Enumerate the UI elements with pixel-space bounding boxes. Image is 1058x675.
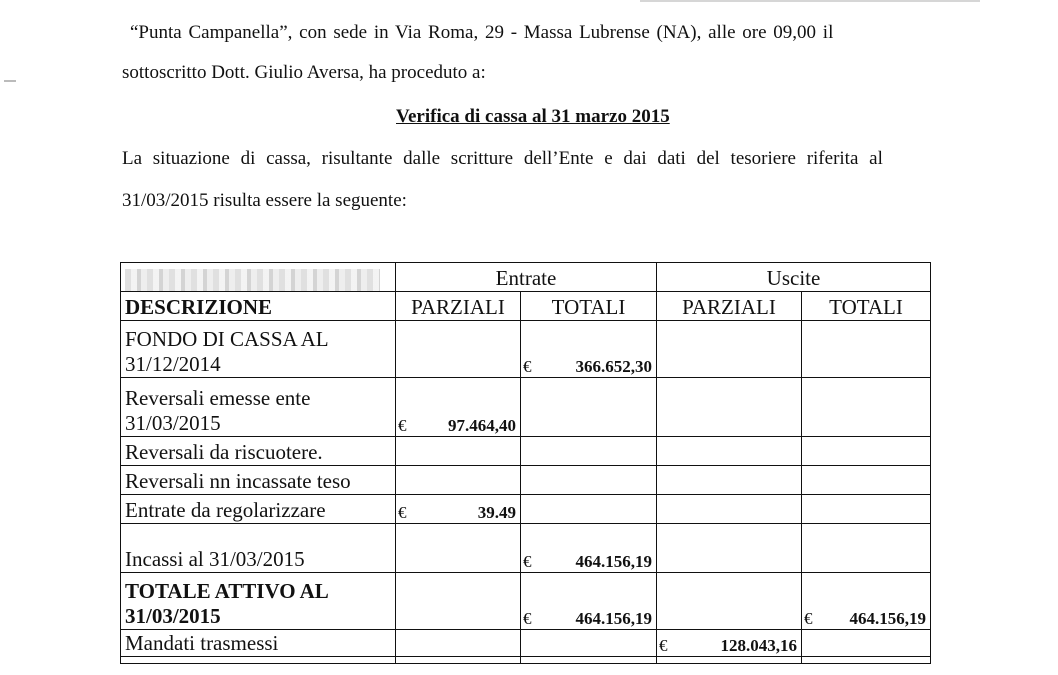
amount-value: 97.464,40 bbox=[448, 416, 516, 435]
table-row bbox=[121, 378, 931, 437]
empty-cell bbox=[121, 657, 396, 664]
row-label: FONDO DI CASSA AL 31/12/2014 bbox=[121, 321, 396, 378]
redacted-header-cell bbox=[121, 263, 396, 292]
euro-sign: € bbox=[523, 609, 532, 628]
empty-cell bbox=[521, 630, 657, 657]
table-row bbox=[121, 495, 931, 524]
table-row bbox=[121, 657, 931, 664]
empty-cell bbox=[802, 321, 931, 378]
empty-cell bbox=[657, 466, 802, 495]
empty-cell bbox=[802, 657, 931, 664]
parziali-entrate-header: PARZIALI bbox=[396, 292, 521, 321]
empty-cell bbox=[396, 573, 521, 630]
row-label: Reversali da riscuotere. bbox=[121, 437, 396, 466]
empty-cell bbox=[521, 466, 657, 495]
table-row bbox=[121, 437, 931, 466]
empty-cell bbox=[396, 466, 521, 495]
paragraph-line: sottoscritto Dott. Giulio Aversa, ha proceduto a: bbox=[122, 62, 486, 83]
empty-cell bbox=[657, 437, 802, 466]
empty-cell bbox=[396, 437, 521, 466]
euro-sign: € bbox=[659, 636, 668, 655]
empty-cell bbox=[657, 524, 802, 573]
empty-cell bbox=[396, 657, 521, 664]
descrizione-header: DESCRIZIONE bbox=[121, 292, 396, 321]
empty-cell bbox=[802, 630, 931, 657]
scan-artifact bbox=[640, 0, 980, 2]
amount-cell bbox=[657, 630, 802, 657]
empty-cell bbox=[802, 466, 931, 495]
amount-value: 464.156,19 bbox=[575, 609, 652, 628]
uscite-header: Uscite bbox=[657, 263, 931, 292]
empty-cell bbox=[521, 495, 657, 524]
empty-cell bbox=[802, 524, 931, 573]
empty-cell bbox=[657, 657, 802, 664]
row-label: Reversali nn incassate teso bbox=[121, 466, 396, 495]
amount-cell bbox=[802, 573, 931, 630]
table-row bbox=[121, 524, 931, 573]
euro-sign: € bbox=[523, 357, 532, 376]
empty-cell bbox=[657, 378, 802, 437]
empty-cell bbox=[657, 495, 802, 524]
empty-cell bbox=[396, 321, 521, 378]
amount-cell bbox=[521, 573, 657, 630]
empty-cell bbox=[396, 630, 521, 657]
cash-table bbox=[120, 262, 931, 664]
table-row bbox=[121, 630, 931, 657]
document-title: Verifica di cassa al 31 marzo 2015 bbox=[396, 106, 670, 127]
redaction-block bbox=[125, 269, 380, 291]
totali-entrate-header: TOTALI bbox=[521, 292, 657, 321]
amount-value: 39.49 bbox=[477, 503, 516, 522]
scan-artifact bbox=[4, 80, 16, 82]
totali-uscite-header: TOTALI bbox=[802, 292, 931, 321]
row-label: Mandati trasmessi bbox=[121, 630, 396, 657]
amount-value: 464.156,19 bbox=[849, 609, 926, 628]
amount-cell bbox=[521, 524, 657, 573]
empty-cell bbox=[521, 437, 657, 466]
row-label: TOTALE ATTIVO AL 31/03/2015 bbox=[121, 573, 396, 630]
amount-cell bbox=[396, 378, 521, 437]
entrate-header: Entrate bbox=[396, 263, 657, 292]
empty-cell bbox=[657, 321, 802, 378]
empty-cell bbox=[521, 657, 657, 664]
row-label: Incassi al 31/03/2015 bbox=[121, 524, 396, 573]
paragraph-line: La situazione di cassa, risultante dalle scritture dell’Ente e dai dati del tesoriere riferita al bbox=[122, 148, 883, 169]
amount-cell bbox=[521, 321, 657, 378]
euro-sign: € bbox=[523, 552, 532, 571]
amount-value: 128.043,16 bbox=[720, 636, 797, 655]
empty-cell bbox=[396, 524, 521, 573]
euro-sign: € bbox=[398, 503, 407, 522]
empty-cell bbox=[521, 378, 657, 437]
amount-cell bbox=[396, 495, 521, 524]
euro-sign: € bbox=[804, 609, 813, 628]
parziali-uscite-header: PARZIALI bbox=[657, 292, 802, 321]
table-header-row bbox=[121, 292, 931, 321]
amount-value: 464.156,19 bbox=[575, 552, 652, 571]
table-row bbox=[121, 573, 931, 630]
paragraph-line: 31/03/2015 risulta essere la seguente: bbox=[122, 190, 407, 211]
table-row bbox=[121, 466, 931, 495]
euro-sign: € bbox=[398, 416, 407, 435]
empty-cell bbox=[657, 573, 802, 630]
row-label: Reversali emesse ente 31/03/2015 bbox=[121, 378, 396, 437]
table-row bbox=[121, 321, 931, 378]
paragraph-line: “Punta Campanella”, con sede in Via Roma, 29 - Massa Lubrense (NA), alle ore 09,00 il bbox=[130, 22, 834, 43]
empty-cell bbox=[802, 495, 931, 524]
empty-cell bbox=[802, 378, 931, 437]
amount-value: 366.652,30 bbox=[575, 357, 652, 376]
table-header-row bbox=[121, 263, 931, 292]
empty-cell bbox=[802, 437, 931, 466]
row-label: Entrate da regolarizzare bbox=[121, 495, 396, 524]
